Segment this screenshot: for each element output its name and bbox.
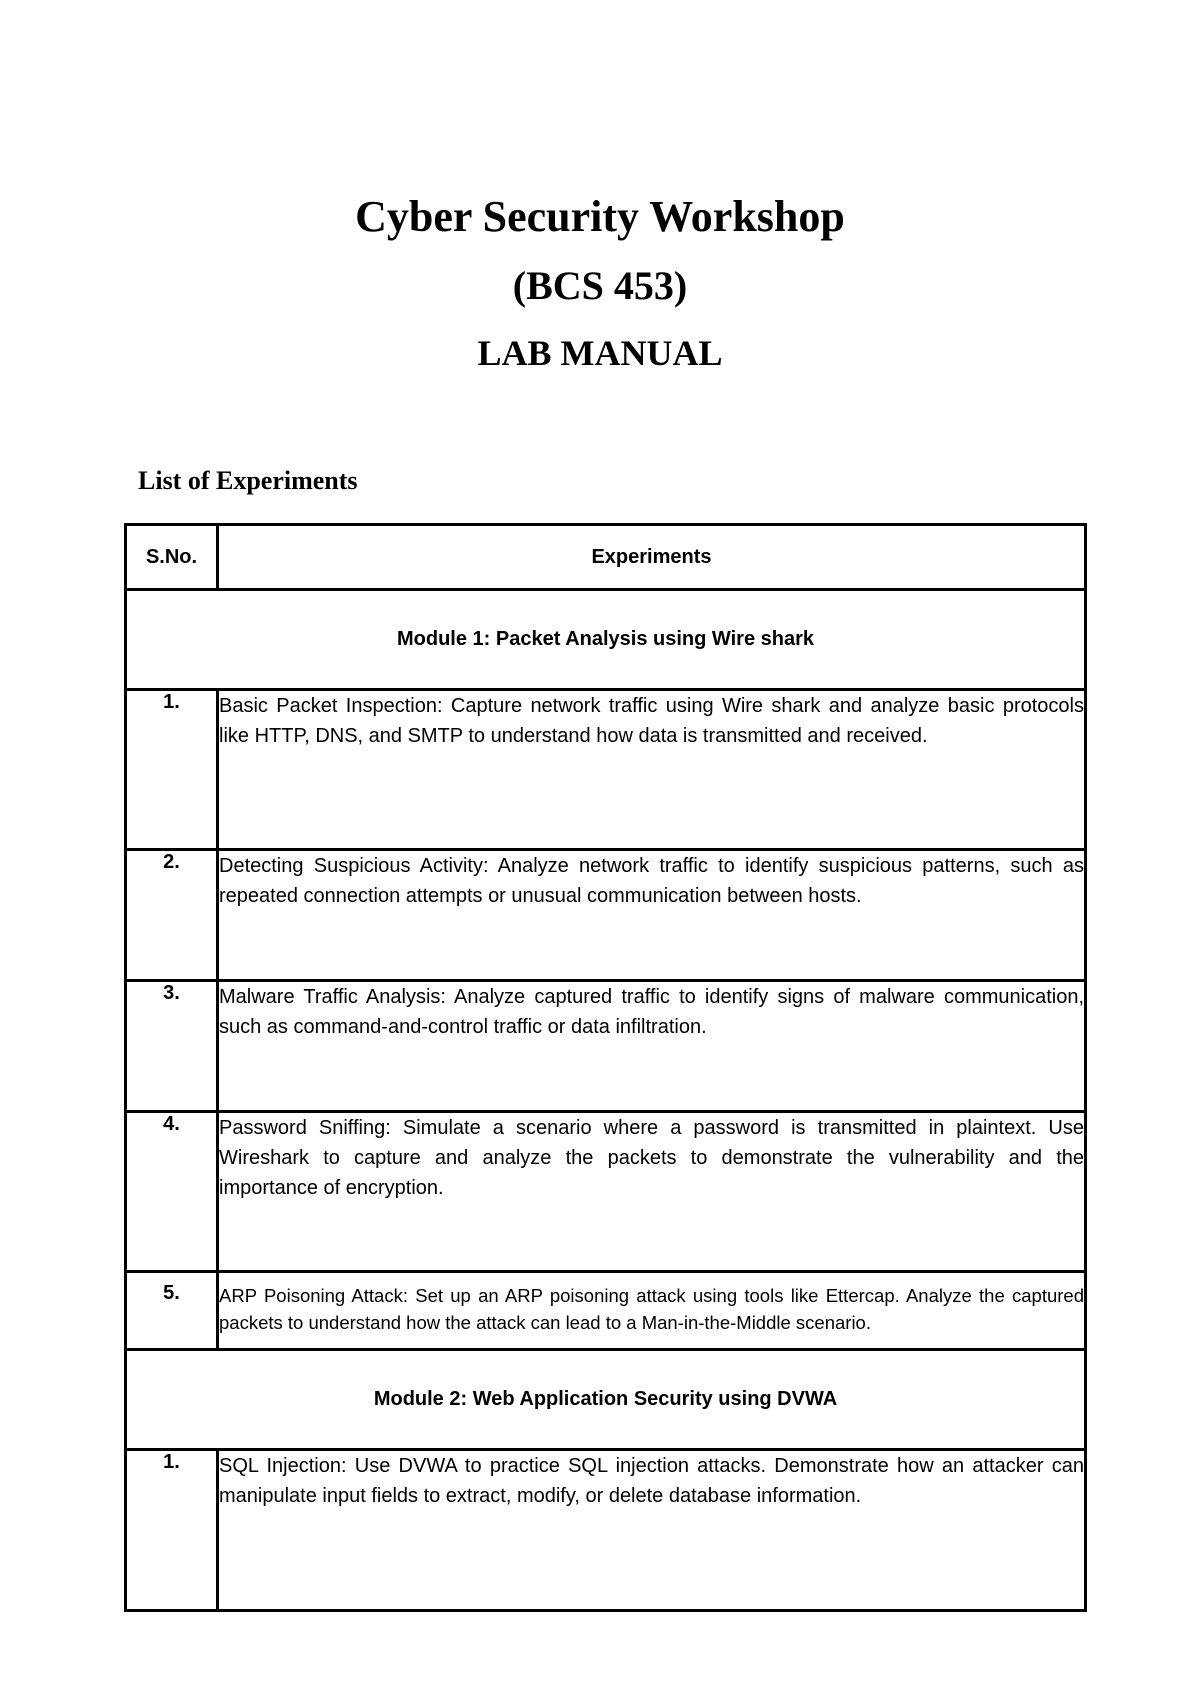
table-row <box>126 850 1086 981</box>
row-description: Password Sniffing: Simulate a scenario where a password is transmitted in plaintext. Use Wireshark to capture and analyze the packets to demonstrate the vulnerability and the importance of encryption. <box>218 1112 1086 1272</box>
table-row <box>126 981 1086 1112</box>
document-title: Cyber Security Workshop <box>355 192 845 241</box>
table-row <box>126 690 1086 850</box>
list-heading: List of Experiments <box>138 466 358 495</box>
row-sno: 1. <box>126 690 218 850</box>
module-row <box>126 1350 1086 1450</box>
table-row <box>126 1450 1086 1611</box>
document-subtitle: LAB MANUAL <box>477 333 723 373</box>
row-sno: 3. <box>126 981 218 1112</box>
row-sno: 2. <box>126 850 218 981</box>
module-title: Module 2: Web Application Security using DVWA <box>126 1350 1086 1450</box>
row-description: SQL Injection: Use DVWA to practice SQL injection attacks. Demonstrate how an attacker can manipulate input fields to extract, modify, or delete database information. <box>218 1450 1086 1611</box>
row-description: ARP Poisoning Attack: Set up an ARP poisoning attack using tools like Ettercap. Analyze the captured packets to understand how the attack can lead to a Man-in-the-Middle scenario. <box>218 1272 1086 1350</box>
table-row <box>126 1272 1086 1350</box>
table-row <box>126 1112 1086 1272</box>
row-description: Basic Packet Inspection: Capture network traffic using Wire shark and analyze basic protocols like HTTP, DNS, and SMTP to understand how data is transmitted and received. <box>218 690 1086 850</box>
row-description: Detecting Suspicious Activity: Analyze network traffic to identify suspicious patterns, such as repeated connection attempts or unusual communication between hosts. <box>218 850 1086 981</box>
module-title: Module 1: Packet Analysis using Wire shark <box>126 590 1086 690</box>
course-code: (BCS 453) <box>512 263 688 308</box>
column-header-sno: S.No. <box>126 525 218 590</box>
table-header-row <box>126 525 1086 590</box>
row-sno: 5. <box>126 1272 218 1350</box>
row-sno: 4. <box>126 1112 218 1272</box>
row-sno: 1. <box>126 1450 218 1611</box>
experiments-table <box>124 523 1087 1612</box>
module-row <box>126 590 1086 690</box>
row-description: Malware Traffic Analysis: Analyze captured traffic to identify signs of malware communication, such as command-and-control traffic or data infiltration. <box>218 981 1086 1112</box>
column-header-experiments: Experiments <box>218 525 1086 590</box>
